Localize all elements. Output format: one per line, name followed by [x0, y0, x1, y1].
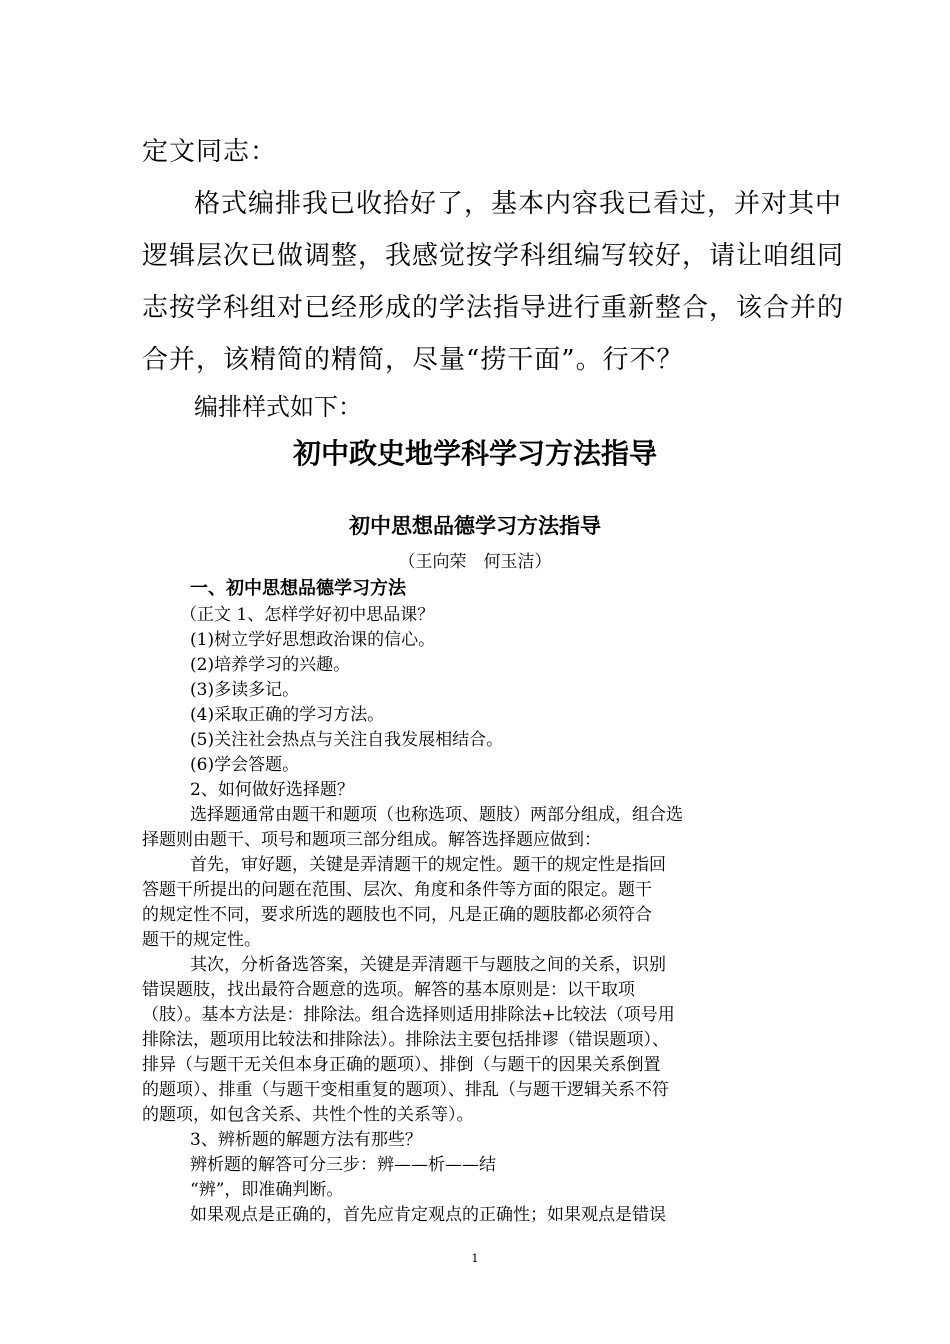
body-line: 错误题肢，找出最符合题意的选项。解答的基本原则是：以干取项: [142, 980, 635, 1000]
body-line: 的题项）、排重（与题干变相重复的题项）、排乱（与题干逻辑关系不符: [142, 1080, 669, 1100]
body-line: 排除法，题项用比较法和排除法）。排除法主要包括排谬（错误题项）、: [142, 1030, 669, 1050]
body-line: 的规定性不同，要求所选的题肢也不同，凡是正确的题肢都必须符合: [142, 905, 652, 925]
body-line: (6)学会答题。: [190, 755, 300, 775]
body-line: 如果观点是正确的，首先应肯定观点的正确性；如果观点是错误: [190, 1205, 666, 1225]
body-line: 选择题通常由题干和题项（也称选项、题肢）两部分组成，组合选: [190, 805, 683, 825]
section-heading: 一、初中思想品德学习方法: [190, 578, 406, 599]
letter-paragraph-line: 格式编排我已收拾好了，基本内容我已看过，并对其中: [194, 189, 843, 219]
body-line: “辨”，即准确判断。: [190, 1180, 344, 1200]
body-line: (1)树立学好思想政治课的信心。: [190, 630, 436, 650]
letter-salutation: 定文同志：: [142, 137, 278, 167]
authors-line: （王向荣 何玉洁）: [398, 552, 552, 572]
letter-paragraph-line: 逻辑层次已做调整，我感觉按学科组编写较好，请让咱组同: [142, 241, 845, 271]
letter-paragraph-line: 合并，该精简的精简，尽量“捞干面”。行不？: [142, 345, 684, 375]
body-line: (3)多读多记。: [190, 680, 300, 700]
body-line: 2、如何做好选择题？: [190, 780, 354, 800]
body-line: (2)培养学习的兴趣。: [190, 655, 351, 675]
body-line: (4)采取正确的学习方法。: [190, 705, 385, 725]
body-line: 答题干所提出的问题在范围、层次、角度和条件等方面的限定。题干: [142, 880, 652, 900]
letter-paragraph-line: 志按学科组对已经形成的学法指导进行重新整合，该合并的: [142, 293, 845, 323]
sub-title: 初中思想品德学习方法指导: [349, 514, 601, 538]
page-number: 1: [471, 1252, 479, 1265]
letter-layout-intro: 编排样式如下：: [194, 393, 362, 421]
body-line: 的题项，如包含关系、共性个性的关系等）。: [142, 1105, 474, 1125]
body-line: 辨析题的解答可分三步：辨——析——结: [190, 1155, 496, 1175]
body-line: 排异（与题干无关但本身正确的题项）、排倒（与题干的因果关系倒置: [142, 1055, 661, 1075]
body-line: （肢）。基本方法是：排除法。组合选择则适用排除法+比较法（项号用: [142, 1005, 675, 1025]
body-line: 3、辨析题的解题方法有那些？: [190, 1130, 422, 1150]
body-line: （正文 1、怎样学好初中思品课？: [180, 605, 435, 625]
body-line: 题干的规定性。: [142, 930, 261, 950]
body-line: (5)关注社会热点与关注自我发展相结合。: [190, 730, 504, 750]
body-line: 其次，分析备选答案，关键是弄清题干与题肢之间的关系，识别: [190, 955, 666, 975]
body-line: 择题则由题干、项号和题项三部分组成。解答选择题应做到：: [142, 830, 601, 850]
main-title: 初中政史地学科学习方法指导: [292, 437, 657, 470]
body-line: 首先，审好题，关键是弄清题干的规定性。题干的规定性是指回: [190, 855, 666, 875]
